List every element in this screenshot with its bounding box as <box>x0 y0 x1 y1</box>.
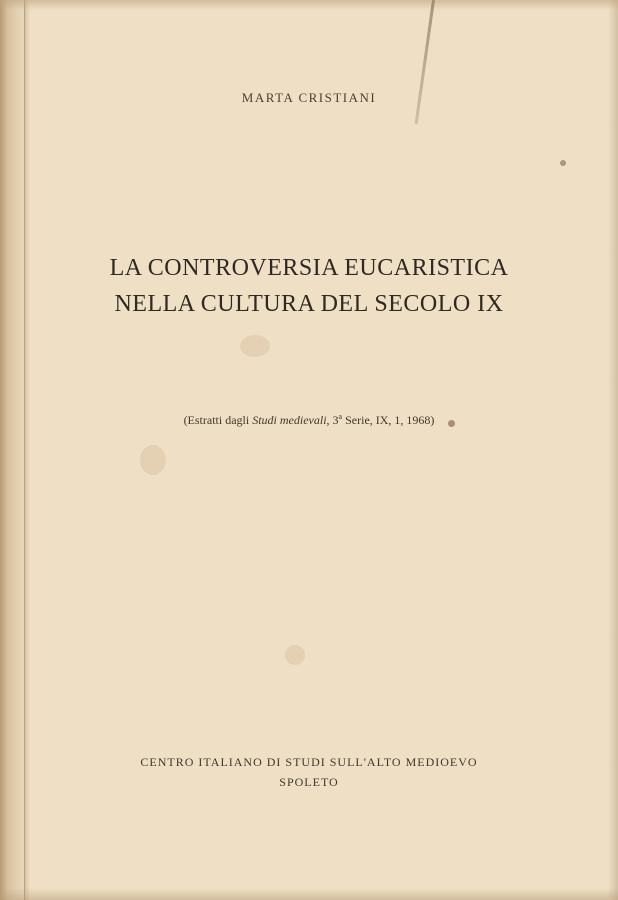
bottom-wear <box>0 888 618 900</box>
series-number: , 3 <box>326 413 339 427</box>
paper-stain <box>140 445 166 475</box>
extract-note <box>0 412 618 428</box>
author-name: MARTA CRISTIANI <box>241 90 377 105</box>
title-line-1: LA CONTROVERSIA EUCARISTICA <box>109 255 509 281</box>
publisher-city: SPOLETO <box>279 775 339 789</box>
paper-spot <box>560 160 566 166</box>
publisher-block <box>0 752 618 792</box>
title-line-2: NELLA CULTURA DEL SECOLO IX <box>114 291 504 317</box>
book-title <box>0 250 618 322</box>
top-wear <box>0 0 618 10</box>
extract-suffix: Serie, IX, 1, 1968) <box>342 413 435 427</box>
paper-stain <box>240 335 270 357</box>
series-superscript: a <box>338 412 343 421</box>
extract-prefix: (Estratti dagli <box>183 413 253 427</box>
journal-name: Studi medievali <box>252 413 327 427</box>
publisher-name: CENTRO ITALIANO DI STUDI SULL'ALTO MEDIOEVO <box>140 755 478 769</box>
paper-stain <box>285 645 305 665</box>
